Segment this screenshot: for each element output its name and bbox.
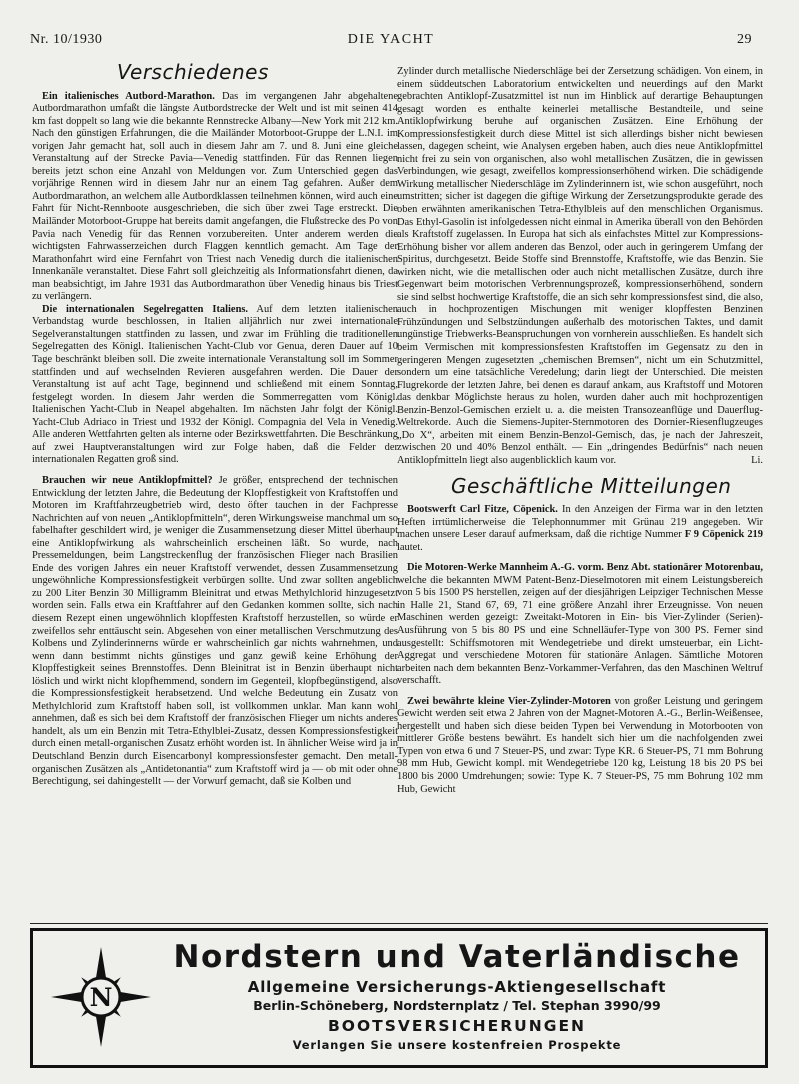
notice-body: von großer Leistung und geringem Gewicht werden seit etwa 2 Jahren von der Magnet-Motoren A.-G., Berlin-Weißensee, hergestellt und haben sich diese beiden Typen bei Verwendung in Motorbooten von mittlerer Größe bestens bewährt. Es handelt sich hier um die nachfolgenden zwei Typen von etwa 6 und 7 Steuer-PS, und zwar: Type KR. 6 Steuer-PS, 71 mm Bohrung 98 mm Hub, Gewicht kompl. mit Wendegetriebe 120 kg, Leistung 18 bis 20 PS bei 1800 bis 2000 Umdrehungen; sowie: Type K. 7 Steuer-PS, 75 mm Bohrung 102 mm Hub, Gewicht bbox=[397, 695, 763, 795]
section-title-verschiedenes: Verschiedenes bbox=[117, 60, 269, 84]
article-body: Zylinder durch metallische Niederschläge bei der Zersetzung schädigen. Von einem, in einem süddeutschen Laboratorium entwickelten und neuerdings auf den Markt gebrachten Antiklopf-Zusatzmittel ist nun im Hinblick auf derartige Behauptungen gesagt worden es enthalte keinerlei metallische Bestandteile, und seine Antiklopfwirkung beruhe auf organischen Zusätzen. Eine Erhöhung der Kompressionsfestigkeit durch diese Mittel ist sich allerdings bisher nicht bewiesen lassen, dagegen scheint, wie Analysen ergeben haben, auch dies neue Antiklopfmittel nicht frei zu sein von organischen, also wohl metallischen Zusätzen, die in gewissen Verbindungen, wie gesagt, zweifellos kompressionserhöhend wirken. Die schädigende Wirkung metallischer Niederschläge im Zylinderinnern ist, wie schon ausgeführt, noch umstritten; sicher ist dagegen die giftige Wirkung der Zersetzungsprodukte gerade des oben erwähnten amerikanischen Tetra-Ethylbleis auf den menschlichen Organismus. Das Ethyl-Gasolin ist infolgedessen nicht einmal in Amerika überall von den Behörden als Kraftstoff zugelassen. In Europa hat sich als einfachstes Mittel zur Kompressions-Erhöhung bisher vor allem anderen das Benzol, oder auch in geringerem Umfang der Spiritus, durchgesetzt. Beide Stoffe sind Brennstoffe, Kraftstoffe, wie das Benzin. Sie wirken nicht, wie die metallischen oder auch nicht metallischen Zusätze, durch ihre Gegenwart beim motorischen Verbrennungsprozeß, kompressionserhöhend, sondern sie sind selbst hochwertige Kraftstoffe, die an sich sehr kompressionsfest sind, die also, auch in hochprozentigen Mischungen mit weniger klopffesten Benzinen Frühzündungen und Selbstzündungen außerhalb des motorischen Taktes, und damit ungünstige Triebwerks-Beanspruchungen von vornherein ausschließen. Es handelt sich beim Vermischen mit kompressionsfesten Kraftstoffen im Gegensatz zu den in geringeren Mengen zugesetzten „chemischen Bremsen“, nicht um ein Schutzmittel, sondern um eine tatsächliche Veredelung; darin liegt der Unterschied. Die meisten Flugrekorde der letzten Jahre, bei denen es darauf ankam, aus Kraftstoff und Motoren das denkbar Möglichste heraus zu holen, wurden daher auch mit hochprozentigen Benzin-Benzol-Gemischen erzielt u. a. die meisten Transozeanflüge und Dauerflug-Weltrekorde. Auch die Siemens-Jupiter-Sternmotoren des Dornier-Riesenflugzeuges „Do X“, arbeiten mit einem Benzin-Benzol-Gemisch, das, je nach der Jahreszeit, zwischen 20 und 40% Benzol enthält. — Ein „dringendes Bedürfnis“ nach neuen Antiklopfmitteln liegt also augenblicklich kaum vor. bbox=[397, 66, 763, 466]
article-heading: Die internationalen Segelregatten Italiens. bbox=[42, 303, 249, 315]
article-continuation bbox=[397, 66, 763, 468]
section-title-mitteilungen: Geschäftliche Mitteilungen bbox=[451, 473, 732, 498]
left-column bbox=[32, 60, 398, 922]
notice-fitze bbox=[397, 504, 763, 554]
article-body: Das im vergangenen Jahr abgehaltene Autbordmarathon umfaßt die längste Autbordstrecke der Welt und ist mit seinen 414 km fast doppelt so lang wie die bekannte Rennstrecke Albany—New York mit 212 km. Nach den günstigen Erfahrungen, die die Mailänder Motorboot-Gruppe der L.N.I. im vorigen Jahr gemacht hat, soll auch in diesem Jahr am 7. und 8. Juni eine gleiche Veranstaltung auf der Strecke Pavia—Venedig stattfinden. Für das Rennen liegen bereits jetzt schon eine Anzahl von Meldungen vor. Zum Unterschied gegen das vorjährige Rennen wird in diesem Jahr nur an einem Tag gefahren. Außer dem Autbordmarathon, an welchem alle Autbordklassen teilnehmen können, wird auch eine Fahrt für Nicht-Rennboote ausgeschrieben, die sich über zwei Tage erstreckt. Die Mailänder Motorboot-Gruppe hat bereits damit angefangen, die Flußstrecke des Po von Pavia nach Venedig für das Rennen vorzubereiten. Unter anderem werden die wichtigsten Fahrwasserzeichen durch Flaggen kenntlich gemacht. Am Tage der Marathonfahrt wird eine Fernfahrt von Triest nach Venedig durch die italienischen Innenkanäle veranstaltet. Diese Fahrt soll gleichzeitig als Informationsfahrt dienen, da man beabsichtigt, im Jahre 1931 das Autbordmarathon über Venedig hinaus bis Triest zu verlängern. bbox=[32, 90, 398, 303]
page-number: 29 bbox=[737, 32, 752, 47]
notice-mwm bbox=[397, 562, 763, 687]
call-to-action: Verlangen Sie unsere kostenfreien Prospekte bbox=[292, 1038, 622, 1052]
company-address: Berlin-Schöneberg, Nordsternplatz / Tel. Stephan 3990/99 bbox=[253, 998, 661, 1013]
notice-body: In den Anzeigen der Firma war in den letzten Heften irrtümlicherweise die Telephonnummer mit Grünau 219 angegeben. Wir machen unsere Leser darauf aufmerksam, daß die richtige Nummer bbox=[397, 504, 763, 541]
running-head bbox=[30, 32, 752, 50]
phone-number: F 9 Cöpenick 219 bbox=[684, 529, 763, 541]
article-heading: Brauchen wir neue Antiklopfmittel? bbox=[42, 474, 213, 486]
column-end-rule bbox=[30, 923, 768, 924]
author-initials: Li. bbox=[751, 454, 763, 466]
logo-letter: N bbox=[89, 983, 113, 1012]
product-line: BOOTSVERSICHERUNGEN bbox=[327, 1017, 587, 1035]
notice-heading: Bootswerft Carl Fitze, Cöpenick. bbox=[407, 504, 558, 516]
company-subtitle: Allgemeine Versicherungs-Aktiengesellschaft bbox=[247, 978, 667, 996]
insurance-advertisement bbox=[30, 928, 768, 1068]
notice-heading: Die Motoren-Werke Mannheim A.-G. vorm. Benz Abt. stationärer Motorenbau, bbox=[407, 562, 763, 574]
article-marathon bbox=[32, 91, 398, 304]
article-body: Je größer, entsprechend der technischen Entwicklung der letzten Jahre, die Bedeutung der Klopffestigkeit von Kraftstoffen und Motoren im Kraftfahrzeugbetrieb wird, desto öfter tauchen in der Fachpresse Nachrichten auf von neuen „Antiklopfmitteln“, deren Wirkungsweise manchmal um so fabelhafter geschildert wird, je weniger die Zusammensetzung dieser Mittel überhaupt eine Antiklopfwirkung als wahrscheinlich erscheinen läßt. So wurde, nach Pressemeldungen, beim Langstreckenflug der französischen Flieger nach Brasilien Ende des vorigen Jahres ein neuer Kraftstoff verwendet, dessen Zusammensetzung ungewöhnliche Kompressionsfestigkeit verbürgen sollte. Und zwar sollten angeblich zu 200 Liter Benzin 30 Milligramm Bleinitrat und etwas Methylchlorid hinzugesetzt worden sein. Falls etwa ein Kraftfahrer auf den Gedanken kommen sollte, sich nach diesem Rezept einen ungewöhnlich klopffesten Kraftstoff herzustellen, so würde er zweifellos sehr enttäuscht sein. Abgesehen von einer metallischen Verschmutzung des Kolbens und Zylinderinnerns würde er wahrscheinlich gar nichts wahrnehmen, und wenn dann bestimmt nichts günstiges und ganz gewiß keine Erhöhung der Klopffestigkeit seines Brennstoffes. Denn Bleinitrat ist in Benzin überhaupt nicht löslich und wirkt nicht klopfhemmend, sondern im Gegenteil, klopfbegünstigend, also die Kompressionsfestigkeit herabsetzend. Und welche Bedeutung ein Zusatz von Methylchlorid zum Kraftstoff haben soll, ist vollkommen unklar. Man kann wohl annehmen, daß es sich bei dem Kraftstoff der französischen Flieger um nichts anderes handelt, als um ein Benzin mit Tetra-Ethylblei-Zusatz, dessen Kompressionsfestigkeit durch einen metall-organischen Zusatz erhöht worden ist. In ähnlicher Weise wird ja in Deutschland Benzin durch Eisencarbonyl kompressionsfester gemacht. Den metall-organischen Zusätzen als „Antidetonantia“ zum Kraftstoff wird ja — ob mit oder ohne Berechtigung, sei dahingestellt — der Vorwurf gemacht, daß sie Kolben und bbox=[32, 474, 398, 788]
article-body: Auf dem letzten italienischen Verbandstag wurde beschlossen, in Italien alljährlich nur zwei internationale Segelveranstaltungen stattfinden zu lassen, und zwar im Frühling die traditionellen Segelregatten des Königl. Italienischen Yacht-Club vor Genua, deren Dauer auf 10 Tage beschränkt bleiben soll. Die zweite internationale Veranstaltung soll im Sommer stattfinden und auf wechselnden Revieren ausgefahren werden. Die Dauer der Veranstaltung ist auf acht Tage, beginnend und schließend mit einem Sonntag, festgelegt worden. In diesem Jahr werden die Sommerregatten vom Königl. Italienischen Yacht-Club in Neapel abgehalten. Im nächsten Jahr folgt der Königl. Yacht-Club Adriaco in Triest und 1932 der Königl. Compagnia del Vela in Venedig. Alle anderen Wettfahrten gelten als interne oder Bezirkswettfahrten. Die Beschränkung auf zwei Hauptveranstaltungen wird zur Folge haben, daß die Felder der internationalen Regatten groß sind. bbox=[32, 303, 398, 466]
magazine-title: DIE YACHT bbox=[347, 32, 435, 47]
right-column bbox=[397, 66, 763, 928]
notice-heading: Zwei bewährte kleine Vier-Zylinder-Motoren bbox=[407, 695, 611, 707]
article-antiklopfmittel bbox=[32, 475, 398, 789]
notice-tail: lautet. bbox=[397, 541, 423, 553]
notice-magnet-motoren bbox=[397, 696, 763, 796]
issue-number: Nr. 10/1930 bbox=[30, 32, 103, 47]
notice-body: welche die bekannten MWM Patent-Benz-Dieselmotoren mit einem Leistungsbereich von 5 bis 1500 PS herstellen, zeigen auf der diesjährigen Leipziger Technischen Messe in Halle 21, Stand 67, 69, 71 eine größere Anzahl ihrer Erzeugnisse. Von neuen Maschinen werden gezeigt: Zweitakt-Motoren in Ein- bis Vier-Zylinder (Serien)-Ausführung von 5 bis 80 PS und eine Schnelläufer-Type von 300 PS. Ferner sind ausgestellt: Schiffsmotoren mit Wendegetriebe und direkt umsteuerbar, ein Licht-Aggregat und verschiedene Motoren für stationäre Anlagen. Sämtliche Motoren arbeiten nach dem bekannten Benz-Vorkammer-Verfahren, das den Maschinen Weltruf verschafft. bbox=[397, 574, 763, 687]
article-heading: Ein italienisches Autbord-Marathon. bbox=[42, 90, 215, 102]
article-segelregatten bbox=[32, 304, 398, 467]
company-name: Nordstern und Vaterländische bbox=[173, 939, 741, 975]
ad-text-block bbox=[151, 937, 763, 1053]
north-star-logo-icon bbox=[51, 947, 151, 1047]
